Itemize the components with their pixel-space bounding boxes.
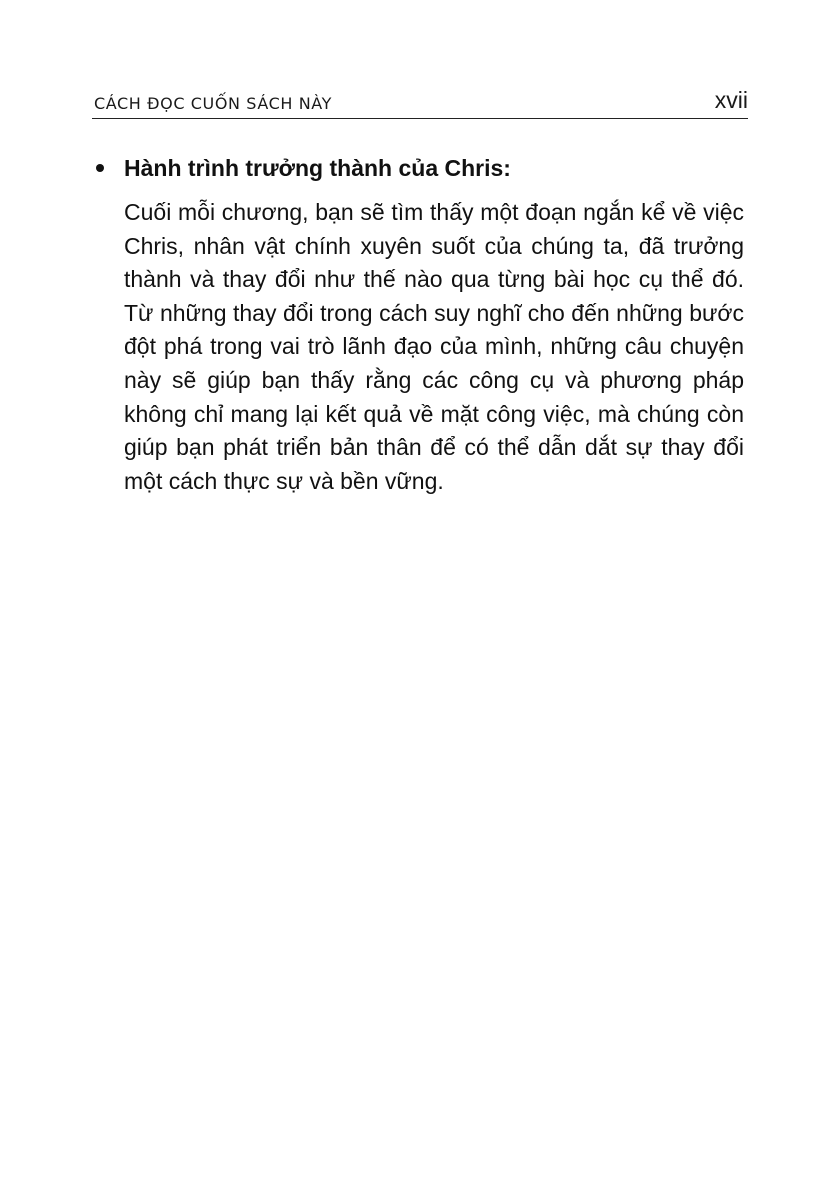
bullet-section [96,152,748,498]
section-heading: Hành trình trưởng thành của Chris: [124,155,511,181]
section-body: Cuối mỗi chương, bạn sẽ tìm thấy một đoạn ngắn kể về việc Chris, nhân vật chính xuyên suốt của chúng ta, đã trưởng thành và thay đổi như thế nào qua từng bài học cụ thể đó. Từ những thay đổi trong cách suy nghĩ cho đến những bước đột phá trong vai trò lãnh đạo của mình, những câu chuyện này sẽ giúp bạn thấy rằng các công cụ và phương pháp không chỉ mang lại kết quả về mặt công việc, mà chúng còn giúp bạn phát triển bản thân để có thể dẫn dắt sự thay đổi một cách thực sự và bền vững. [124,199,744,494]
page-number: xvii [714,87,748,113]
running-head: CÁCH ĐỌC CUỐN SÁCH NÀY [94,94,332,113]
page-header [92,86,748,119]
bullet-heading-row [96,152,748,188]
bullet-dot-icon [96,164,104,172]
